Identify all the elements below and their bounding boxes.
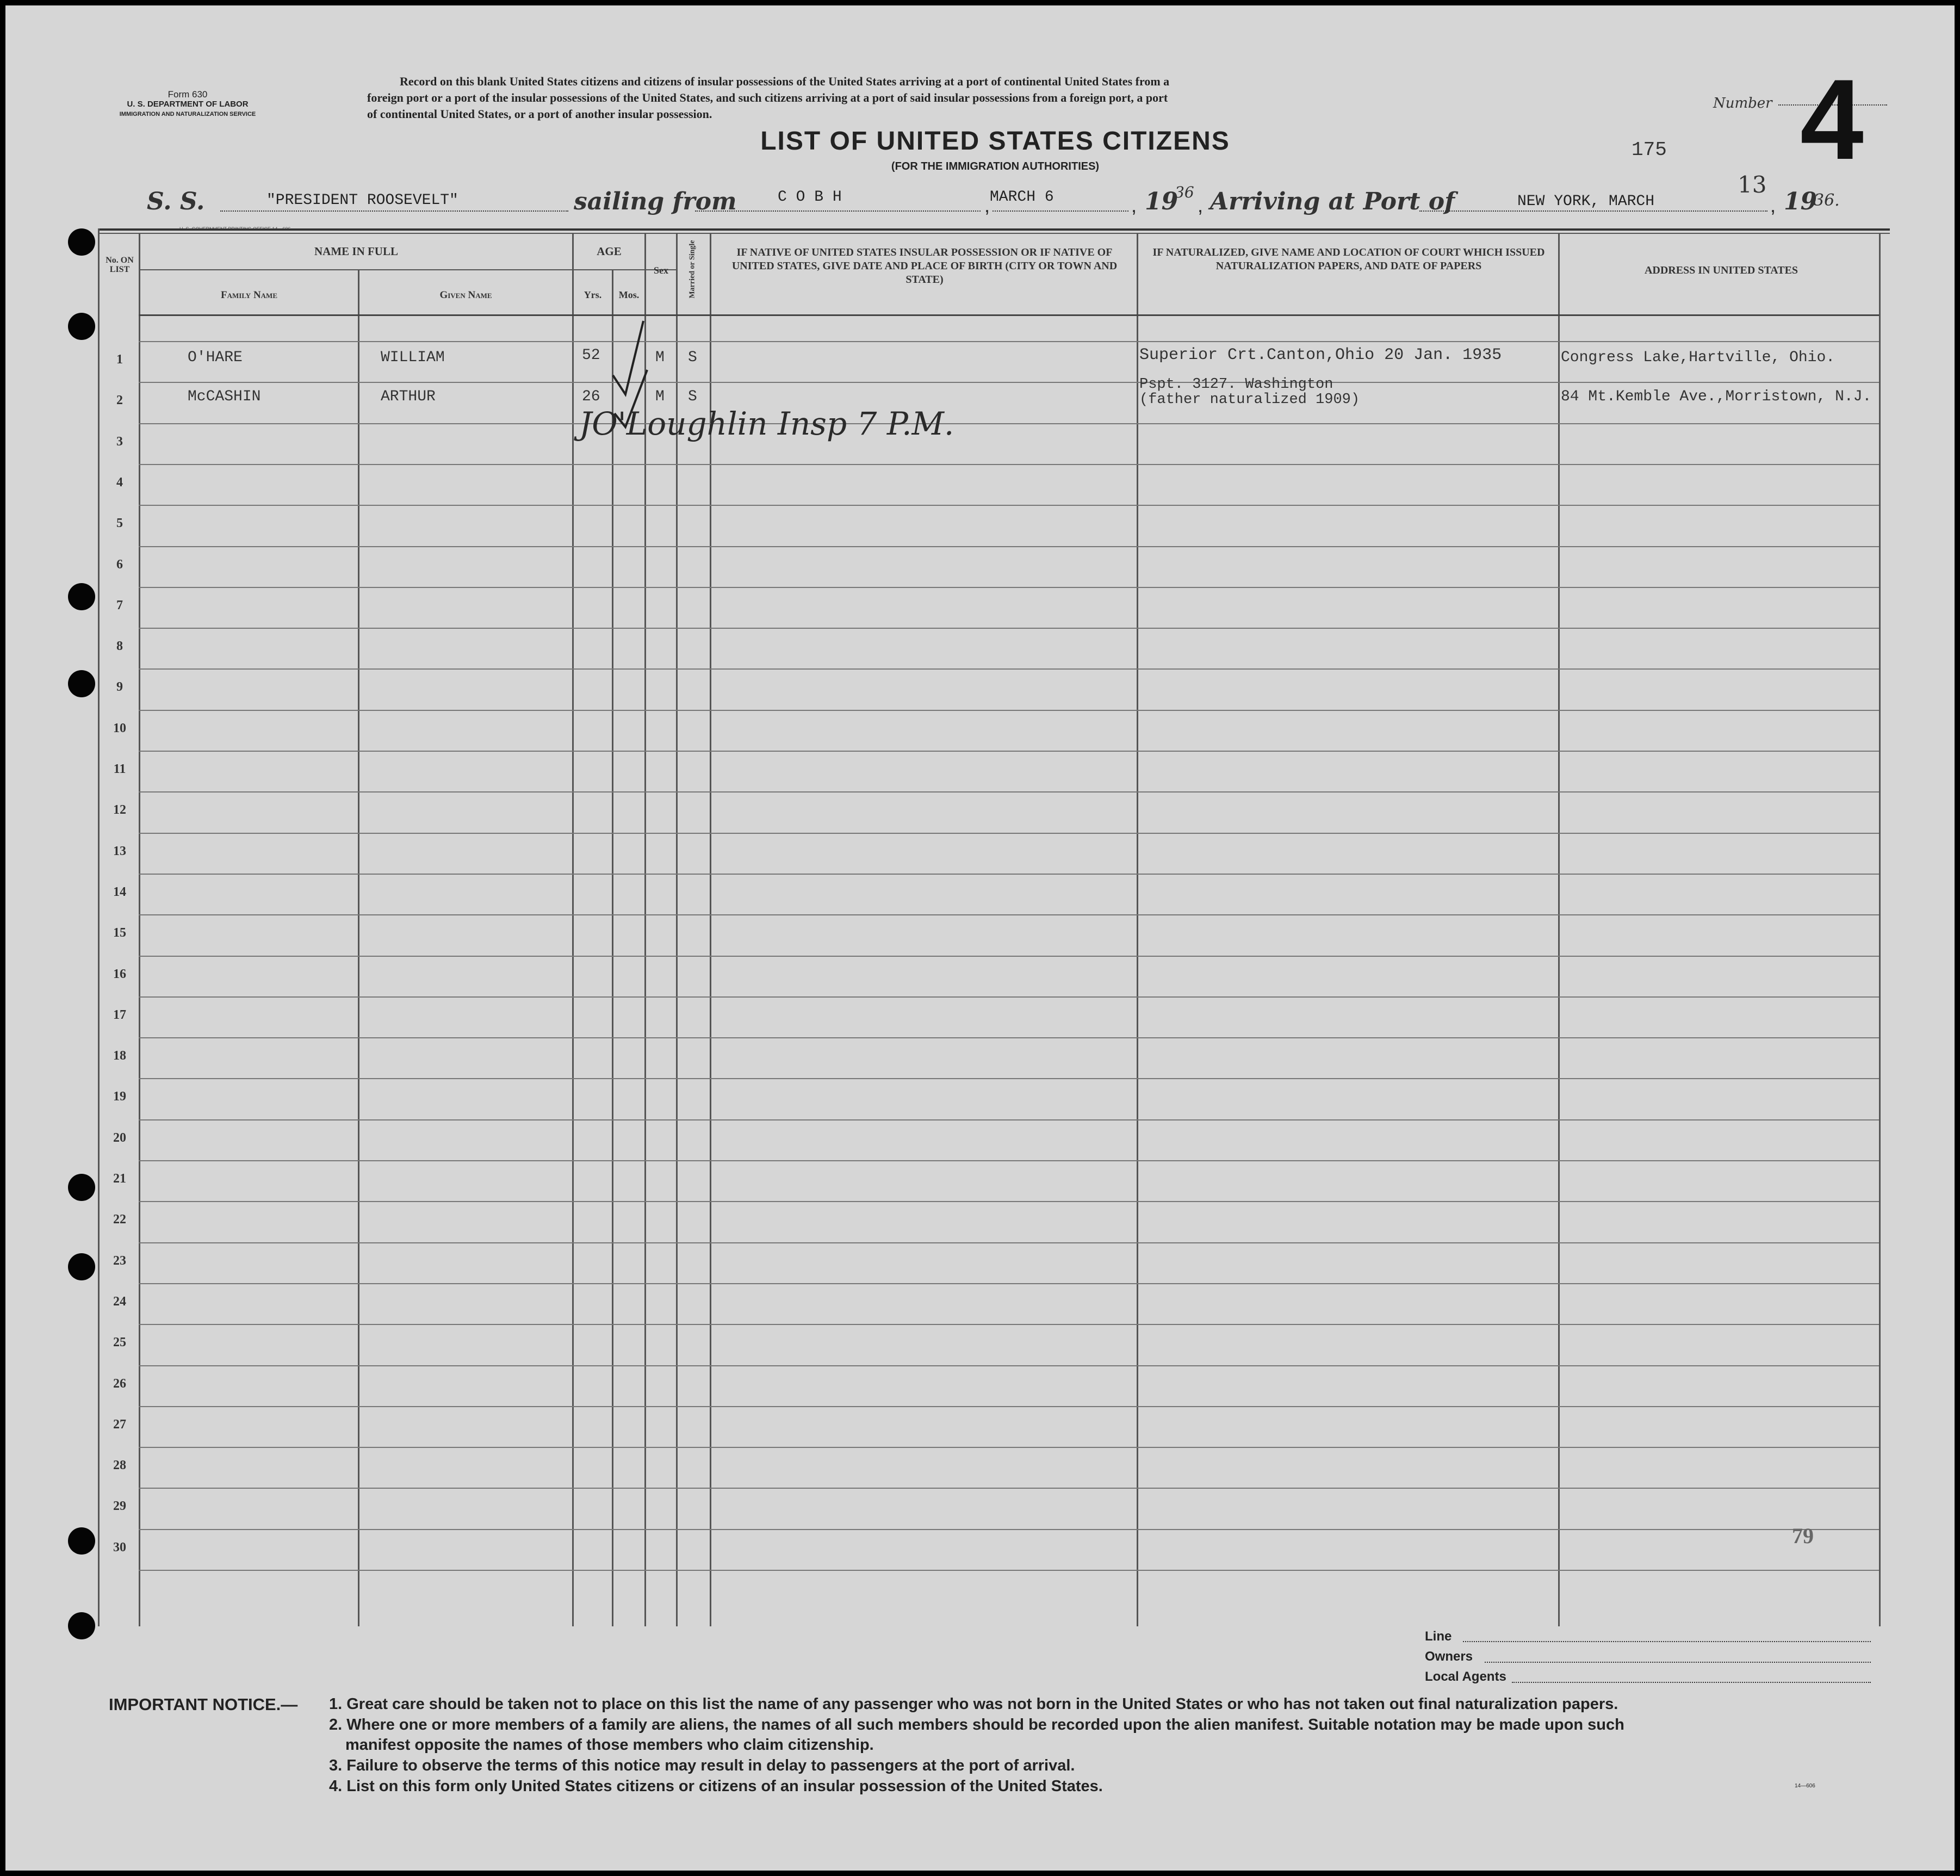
row-number: 18: [113, 1049, 126, 1063]
row-number: 17: [113, 1008, 126, 1022]
notice-item: 1. Great care should be taken not to place on this list the name of any passenger who was not born in the United States or who has not taken out final naturalization papers.: [329, 1695, 1618, 1713]
punch-hole: [68, 1527, 95, 1555]
departure-date: MARCH 6: [990, 189, 1054, 206]
row-rule: [139, 1119, 1879, 1120]
page-title: LIST OF UNITED STATES CITIZENS: [760, 127, 1230, 156]
row-number: 27: [113, 1417, 126, 1432]
header-married-or-single: Married or Single: [688, 240, 697, 299]
departure-port: C O B H: [778, 189, 842, 206]
row-rule: [139, 1529, 1879, 1530]
header-sex: Sex: [654, 265, 668, 276]
marital-status-cell: S: [688, 349, 697, 366]
row-rule: [139, 1447, 1879, 1448]
naturalization-cell: Pspt. 3127. Washington: [1139, 376, 1333, 393]
punch-hole: [68, 313, 95, 340]
form-service: IMMIGRATION AND NATURALIZATION SERVICE: [119, 111, 256, 117]
table-row: [98, 376, 1890, 420]
notice-item: 4. List on this form only United States citizens or citizens of an insular possession of the United States.: [329, 1778, 1103, 1795]
header-address: ADDRESS IN UNITED STATES: [1644, 264, 1798, 276]
comma: ,: [984, 194, 990, 216]
row-number: 26: [113, 1377, 126, 1391]
arrival-year: 36.: [1814, 191, 1840, 210]
arrival-day: 13: [1738, 171, 1767, 198]
row-rule: [139, 874, 1879, 875]
header-place-of-birth: IF NATIVE OF UNITED STATES INSULAR POSSESSION OR IF NATIVE OF UNITED STATES, GIVE DATE AND PLACE OF BIRTH (CITY OR TOWN AND STATE): [731, 246, 1118, 286]
inspector-annotation: JO'Loughlin Insp 7 P.M.: [579, 405, 954, 442]
punch-hole: [68, 1174, 95, 1201]
row-number: 2: [116, 393, 123, 407]
given-name-cell: WILLIAM: [381, 349, 445, 366]
row-grid: [98, 228, 1890, 1626]
address-cell: Congress Lake,Hartville, Ohio.: [1561, 349, 1835, 366]
row-rule: [139, 1324, 1879, 1325]
number-label: Number: [1713, 95, 1772, 112]
row-rule: [139, 423, 1879, 424]
age-years-cell: 26: [582, 388, 600, 405]
manifest-table: [98, 228, 1890, 1626]
punch-hole: [68, 1612, 95, 1639]
comma: ,: [1131, 194, 1137, 216]
header-no-on-list: No. ON LIST: [106, 256, 134, 274]
family-name-cell: McCASHIN: [188, 388, 261, 405]
row-rule: [139, 1365, 1879, 1366]
page-subtitle: (FOR THE IMMIGRATION AUTHORITIES): [891, 160, 1100, 172]
departure-year-prefix: 19: [1145, 188, 1179, 215]
row-rule: [139, 710, 1879, 711]
signature-block: [1425, 1629, 1876, 1689]
naturalization-cell: Superior Crt.Canton,Ohio 20 Jan. 1935: [1139, 346, 1502, 364]
row-rule: [139, 1160, 1879, 1161]
arrival-year-prefix: 19: [1784, 188, 1818, 215]
row-number: 23: [113, 1254, 126, 1268]
row-number: 24: [113, 1295, 126, 1309]
row-rule: [139, 1283, 1879, 1284]
row-number: 28: [113, 1458, 126, 1472]
row-number: 25: [113, 1335, 126, 1349]
row-number: 30: [113, 1540, 126, 1555]
punch-hole: [68, 1253, 95, 1280]
row-rule: [139, 464, 1879, 465]
instructions-line: of continental United States, or a port of another insular possession.: [367, 107, 712, 121]
form-number: Form 630: [168, 89, 208, 100]
notice-item: manifest opposite the names of those members who claim citizenship.: [345, 1736, 874, 1754]
header-given-name: Given Name: [439, 289, 492, 301]
owners-label: Owners: [1425, 1649, 1473, 1664]
notice-item: 2. Where one or more members of a family are aliens, the names of all such members should be recorded upon the alien manifest. Suitable notation may be made upon such: [329, 1716, 1624, 1733]
ss-label: S. S.: [147, 188, 205, 215]
departure-year: 36: [1175, 183, 1194, 201]
table-row: [98, 343, 1890, 381]
row-rule: [139, 1201, 1879, 1202]
page-stamp: 175: [1632, 139, 1667, 161]
row-number: 21: [113, 1172, 126, 1186]
row-rule: [139, 914, 1879, 915]
form-department: U. S. DEPARTMENT OF LABOR: [127, 100, 249, 109]
arrival-place: NEW YORK, MARCH: [1517, 193, 1655, 210]
row-number: 7: [116, 598, 123, 612]
row-rule: [139, 833, 1879, 834]
naturalization-cell-note: (father naturalized 1909): [1139, 392, 1360, 408]
row-number: 4: [116, 475, 123, 490]
row-number: 10: [113, 721, 126, 735]
address-cell: 84 Mt.Kemble Ave.,Morristown, N.J.: [1561, 388, 1872, 405]
row-rule: [139, 628, 1879, 629]
row-number: 14: [113, 885, 126, 899]
header-age: AGE: [597, 245, 622, 258]
line-field[interactable]: [1463, 1641, 1871, 1642]
punch-hole: [68, 670, 95, 697]
local-agents-field[interactable]: [1512, 1682, 1871, 1683]
voyage-line: [5, 171, 1955, 220]
notice-item: 3. Failure to observe the terms of this notice may result in delay to passengers at the port of arrival.: [329, 1757, 1075, 1774]
form-identification: [103, 90, 272, 119]
row-rule: [139, 996, 1879, 998]
row-rule: [139, 791, 1879, 792]
row-rule: [139, 341, 1879, 342]
row-number: 8: [116, 639, 123, 653]
row-number: 12: [113, 803, 126, 817]
row-number: 16: [113, 967, 126, 981]
form-instructions: [367, 73, 1618, 122]
row-rule: [139, 1078, 1879, 1079]
row-number: 29: [113, 1499, 126, 1513]
header-family-name: Family Name: [221, 289, 277, 301]
header-name-in-full: NAME IN FULL: [314, 245, 398, 258]
header-age-years: Yrs.: [584, 289, 602, 300]
instructions-line: foreign port or a port of the insular possessions of the United States, and such citizens arriving at a port of said insular possessions from a foreign port, a port: [367, 91, 1168, 104]
row-number: 1: [116, 352, 123, 367]
row-rule: [139, 587, 1879, 588]
arriving-label: Arriving at Port of: [1210, 188, 1455, 215]
row-number: 3: [116, 435, 123, 449]
marital-status-cell: S: [688, 388, 697, 405]
family-name-cell: O'HARE: [188, 349, 243, 366]
given-name-cell: ARTHUR: [381, 388, 436, 405]
footer-code: 14—606: [1795, 1783, 1815, 1789]
instructions-line: Record on this blank United States citizens and citizens of insular possessions of the United States arriving at a port of continental United States from a: [400, 75, 1170, 88]
row-number: 13: [113, 844, 126, 858]
row-number: 22: [113, 1212, 126, 1227]
age-years-cell: 52: [582, 347, 600, 364]
row-rule: [139, 1037, 1879, 1038]
row-number: 11: [113, 762, 126, 776]
row-rule: [139, 751, 1879, 752]
punch-hole: [68, 228, 95, 256]
comma: ,: [1198, 194, 1204, 216]
line-label: Line: [1425, 1629, 1452, 1644]
list-number: 4: [1800, 55, 1864, 183]
row-rule: [139, 1242, 1879, 1243]
notice-heading: IMPORTANT NOTICE.—: [109, 1695, 298, 1714]
owners-field[interactable]: [1485, 1662, 1871, 1663]
corner-number: 79: [1792, 1524, 1814, 1548]
header-naturalization: IF NATURALIZED, GIVE NAME AND LOCATION OF COURT WHICH ISSUED NATURALIZATION PAPERS, AND DATE OF PAPERS: [1152, 246, 1545, 272]
row-rule: [139, 956, 1879, 957]
sailing-label: sailing from: [574, 188, 737, 215]
sex-cell: M: [655, 349, 665, 366]
document-page: [5, 5, 1955, 1871]
ship-name: "PRESIDENT ROOSEVELT": [266, 192, 458, 209]
header-age-months: Mos.: [618, 289, 640, 300]
row-rule: [139, 1488, 1879, 1489]
row-number: 5: [116, 516, 123, 530]
row-rule: [139, 546, 1879, 547]
comma: ,: [1770, 194, 1776, 216]
row-rule: [139, 1570, 1879, 1571]
row-number: 9: [116, 680, 123, 694]
row-number: 19: [113, 1089, 126, 1104]
row-rule: [139, 505, 1879, 506]
local-agents-label: Local Agents: [1425, 1669, 1506, 1684]
row-number: 20: [113, 1131, 126, 1145]
row-number: 15: [113, 926, 126, 940]
row-rule: [139, 1406, 1879, 1407]
row-number: 6: [116, 558, 123, 572]
punch-hole: [68, 583, 95, 610]
row-rule: [139, 668, 1879, 670]
sex-cell: M: [655, 388, 665, 405]
